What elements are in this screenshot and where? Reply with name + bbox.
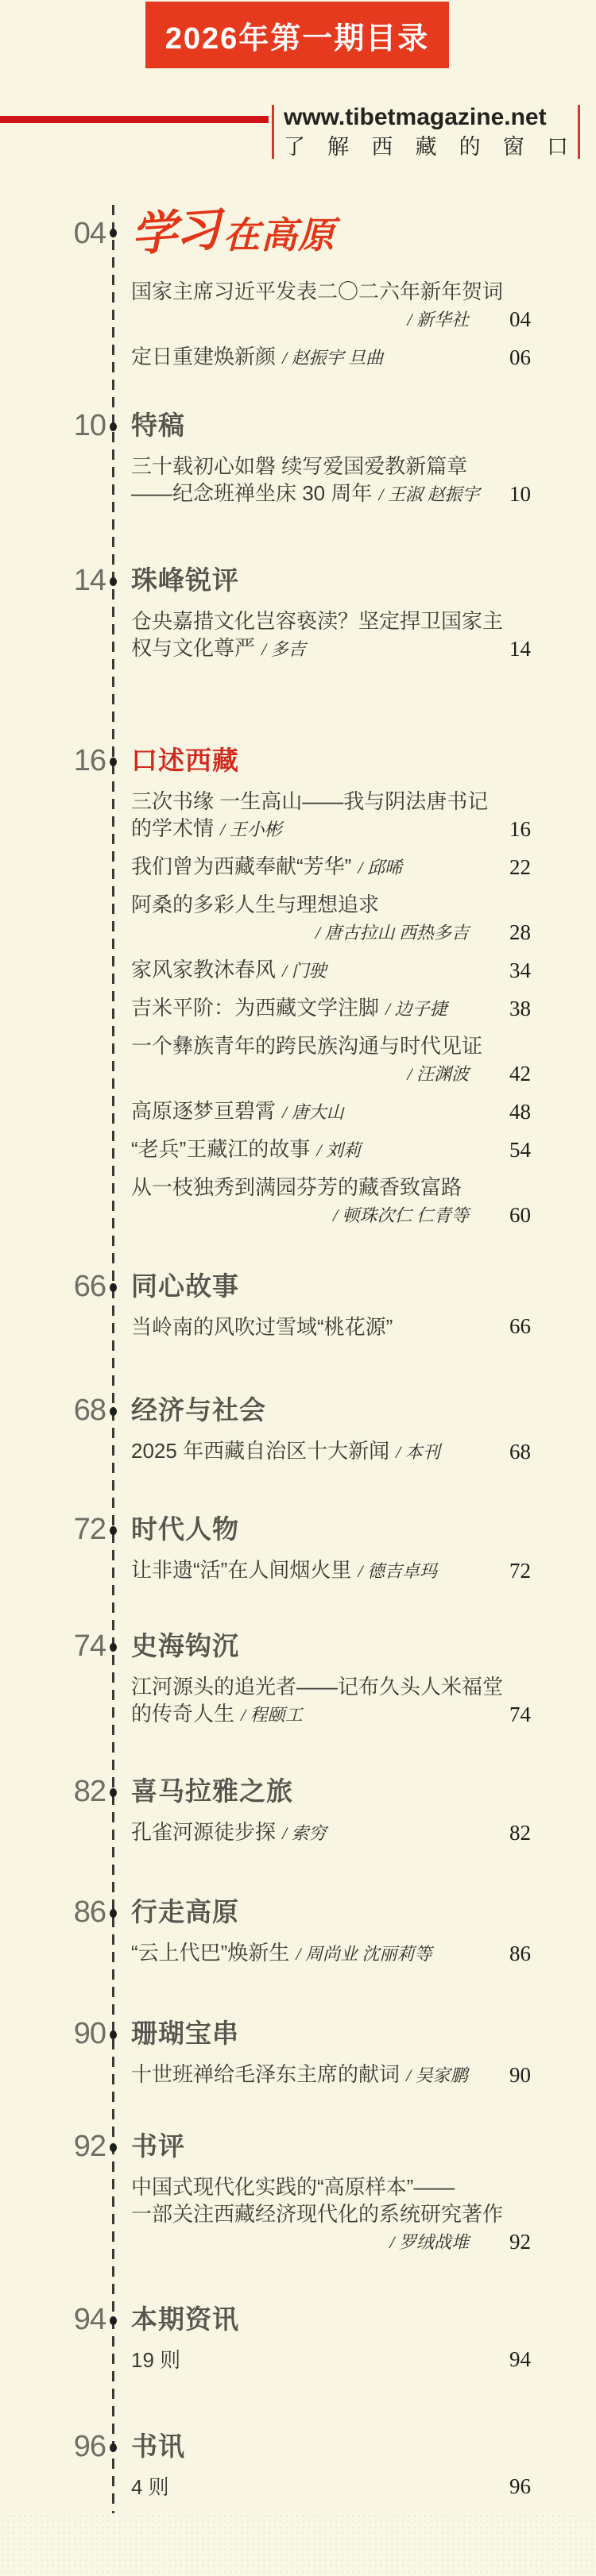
article-title-line: 江河源头的追光者——记布久头人米福堂 bbox=[131, 1675, 504, 1699]
section-title: 珊瑚宝串 bbox=[131, 2019, 239, 2048]
section-marker-dot bbox=[110, 2030, 117, 2039]
section-title: 珠峰锐评 bbox=[131, 565, 239, 595]
article-title-line: 定日重建焕新颜 / 赵振宇 旦曲 bbox=[131, 345, 384, 368]
toc-section bbox=[73, 1774, 531, 1857]
tagline-char: 解 bbox=[327, 135, 350, 159]
article-page-number: 54 bbox=[509, 1138, 531, 1162]
toc-section bbox=[73, 1895, 531, 1977]
section-marker-dot bbox=[110, 758, 117, 766]
section-articles bbox=[131, 2474, 531, 2501]
section-marker-dot bbox=[110, 1788, 117, 1797]
article-author: / 刘莉 bbox=[316, 1140, 361, 1160]
article-author-line bbox=[131, 305, 480, 334]
article-title-line: 孔雀河源徒步探 / 索穷 bbox=[131, 1820, 327, 1844]
toc-article bbox=[131, 1939, 531, 1968]
toc-section bbox=[73, 2129, 531, 2266]
toc-section bbox=[73, 203, 531, 381]
toc-article bbox=[131, 2347, 531, 2374]
article-author: / 德吉卓玛 bbox=[358, 1561, 437, 1581]
article-page-number: 92 bbox=[509, 2230, 531, 2254]
section-marker-dot bbox=[110, 577, 117, 586]
article-title-line: 一部关注西藏经济现代化的系统研究著作 bbox=[131, 2202, 504, 2226]
article-title-line: “云上代巴”焕新生 / 周尚业 沈丽莉等 bbox=[131, 1941, 432, 1965]
article-author: / 程颐工 bbox=[241, 1705, 303, 1725]
article-page-number: 82 bbox=[509, 1821, 531, 1845]
section-articles bbox=[131, 1818, 531, 1847]
section-articles bbox=[131, 1939, 531, 1968]
section-marker-dot bbox=[110, 1526, 117, 1535]
article-title-line: 家风家教沐春风 / 门驶 bbox=[131, 958, 327, 981]
issue-banner-title: 2026年第一期目录 bbox=[164, 21, 430, 56]
article-page-number: 38 bbox=[509, 997, 531, 1020]
section-articles bbox=[131, 1673, 531, 1729]
article-author-line bbox=[131, 2227, 480, 2256]
toc-article bbox=[131, 1818, 531, 1847]
halftone-texture bbox=[0, 2513, 596, 2576]
tagline-char: 的 bbox=[459, 135, 481, 159]
article-page-number: 86 bbox=[509, 1942, 531, 1965]
article-author: / 边子捷 bbox=[385, 999, 447, 1019]
section-marker-dot bbox=[110, 2443, 117, 2452]
section-articles bbox=[131, 1437, 531, 1466]
section-marker-dot bbox=[110, 2143, 117, 2152]
toc-section bbox=[73, 1629, 531, 1738]
red-divider-bar bbox=[578, 105, 580, 159]
article-title-line: 吉米平阶：为西藏文学注脚 / 边子捷 bbox=[131, 996, 447, 1020]
article-title-line: 19 则 bbox=[131, 2348, 181, 2372]
article-title-line: ——纪念班禅坐床 30 周年 / 王淑 赵振宇 bbox=[131, 481, 480, 505]
section-page-number: 82 bbox=[73, 1775, 106, 1808]
toc-article bbox=[131, 453, 531, 508]
article-author: / 罗绒战堆 bbox=[389, 2232, 469, 2252]
section-page-number: 04 bbox=[73, 217, 106, 250]
section-page-number: 16 bbox=[73, 744, 106, 777]
section-page-number: 96 bbox=[73, 2430, 106, 2463]
section-title: 时代人物 bbox=[131, 1514, 239, 1544]
article-author: / 周尚业 沈丽莉等 bbox=[296, 1944, 432, 1964]
article-title-line: 从一枝独秀到满园芬芳的藏香致富路 bbox=[131, 1175, 462, 1199]
article-page-number: 22 bbox=[509, 855, 531, 879]
article-title-line: 阿桑的多彩人生与理想追求 bbox=[131, 893, 380, 916]
article-author: / 赵振宇 旦曲 bbox=[282, 348, 384, 368]
article-title-line: 仓央嘉措文化岂容亵渎？坚定捍卫国家主 bbox=[131, 609, 504, 633]
article-page-number: 96 bbox=[509, 2474, 531, 2498]
tagline-char: 西 bbox=[371, 135, 393, 159]
section-articles bbox=[131, 788, 531, 1229]
section-title: 经济与社会 bbox=[131, 1395, 266, 1425]
toc-article bbox=[131, 1174, 531, 1229]
article-author: / 唐古拉山 西热多吉 bbox=[315, 923, 469, 943]
section-title: 书评 bbox=[131, 2131, 185, 2161]
section-page-number: 92 bbox=[73, 2130, 106, 2163]
section-page-number: 68 bbox=[73, 1394, 106, 1427]
section-articles bbox=[131, 278, 531, 372]
article-page-number: 14 bbox=[509, 637, 531, 661]
article-page-number: 68 bbox=[509, 1440, 531, 1463]
toc-article bbox=[131, 1097, 531, 1126]
section-articles bbox=[131, 453, 531, 508]
article-page-number: 16 bbox=[509, 817, 531, 841]
toc-article bbox=[131, 891, 531, 947]
section-logo-script: 学习 bbox=[129, 203, 221, 261]
section-title: 书讯 bbox=[131, 2431, 185, 2461]
toc-section bbox=[73, 1393, 531, 1475]
toc-article bbox=[131, 853, 531, 881]
section-title: 特稿 bbox=[131, 411, 185, 440]
section-page-number: 74 bbox=[73, 1629, 106, 1663]
article-page-number: 48 bbox=[509, 1100, 531, 1124]
section-marker-dot bbox=[110, 2316, 117, 2325]
toc-article bbox=[131, 788, 531, 843]
tagline-char: 了 bbox=[284, 135, 305, 159]
red-divider-bar bbox=[272, 105, 274, 159]
section-marker-dot bbox=[110, 422, 117, 431]
article-title-line: 的学术情 / 王小彬 bbox=[131, 816, 282, 840]
article-title-line: 我们曾为西藏奉献“芳华” / 邱晞 bbox=[131, 854, 402, 878]
article-title-line: 2025 年西藏自治区十大新闻 / 本刊 bbox=[131, 1439, 440, 1463]
section-title bbox=[129, 203, 531, 265]
toc-article bbox=[131, 1136, 531, 1164]
article-author: / 本刊 bbox=[396, 1442, 440, 1462]
section-title: 同心故事 bbox=[131, 1271, 239, 1301]
article-title-line: 让非遗“活”在人间烟火里 / 德吉卓玛 bbox=[131, 1558, 437, 1582]
section-articles bbox=[131, 2347, 531, 2374]
article-page-number: 74 bbox=[509, 1703, 531, 1726]
website-block bbox=[272, 105, 580, 159]
section-logo-rest: 在高原 bbox=[223, 214, 336, 256]
section-articles bbox=[131, 607, 531, 663]
section-title: 史海钩沉 bbox=[131, 1631, 239, 1660]
toc-article bbox=[131, 607, 531, 663]
toc-article bbox=[131, 2474, 531, 2501]
toc-article bbox=[131, 994, 531, 1023]
section-title: 喜马拉雅之旅 bbox=[131, 1776, 293, 1806]
article-author-line bbox=[131, 918, 480, 947]
article-page-number: 66 bbox=[509, 1314, 531, 1338]
website-tagline bbox=[284, 135, 568, 159]
toc-article bbox=[131, 2061, 531, 2089]
toc-article bbox=[131, 1313, 531, 1340]
section-page-number: 90 bbox=[73, 2017, 106, 2050]
article-author: / 索穷 bbox=[282, 1823, 327, 1843]
section-page-number: 94 bbox=[73, 2303, 106, 2336]
toc-section bbox=[73, 2016, 531, 2099]
toc-article bbox=[131, 1556, 531, 1585]
section-title: 本期资讯 bbox=[131, 2304, 239, 2334]
tagline-char: 藏 bbox=[415, 135, 437, 159]
tagline-char: 窗 bbox=[502, 135, 524, 159]
article-author-line bbox=[131, 1059, 480, 1088]
article-title-line: 十世班禅给毛泽东主席的献词 / 吴家鹏 bbox=[131, 2062, 468, 2086]
article-title-line: 当岭南的风吹过雪域“桃花源” bbox=[131, 1315, 393, 1339]
article-title-line: 权与文化尊严 / 多吉 bbox=[131, 636, 306, 660]
article-page-number: 28 bbox=[509, 920, 531, 944]
toc-section bbox=[73, 1269, 531, 1350]
section-page-number: 72 bbox=[73, 1513, 106, 1546]
section-page-number: 86 bbox=[73, 1895, 106, 1929]
article-title-line: 高原逐梦亘碧霄 / 唐大山 bbox=[131, 1099, 344, 1123]
section-articles bbox=[131, 2061, 531, 2089]
toc-section bbox=[73, 563, 531, 673]
article-page-number: 42 bbox=[509, 1062, 531, 1086]
toc-section bbox=[73, 2302, 531, 2383]
article-page-number: 90 bbox=[509, 2063, 531, 2087]
article-author: / 唐大山 bbox=[282, 1102, 344, 1122]
section-articles bbox=[131, 1313, 531, 1340]
section-page-number: 10 bbox=[73, 409, 106, 442]
toc-article bbox=[131, 1032, 531, 1088]
toc-section bbox=[73, 1512, 531, 1595]
section-articles bbox=[131, 2173, 531, 2256]
article-page-number: 34 bbox=[509, 958, 531, 982]
tagline-char: 口 bbox=[546, 135, 568, 159]
section-marker-dot bbox=[110, 229, 117, 237]
section-marker-dot bbox=[110, 1407, 117, 1416]
toc-article bbox=[131, 956, 531, 985]
section-title: 口述西藏 bbox=[131, 746, 239, 775]
toc-article bbox=[131, 2173, 531, 2256]
toc-section bbox=[73, 408, 531, 518]
article-title-line: 国家主席习近平发表二〇二六年新年贺词 bbox=[131, 280, 504, 303]
toc-article bbox=[131, 1437, 531, 1466]
article-author-line bbox=[131, 1201, 480, 1229]
article-page-number: 72 bbox=[509, 1559, 531, 1583]
article-title-line: “老兵”王藏江的故事 / 刘莉 bbox=[131, 1137, 361, 1161]
section-marker-dot bbox=[110, 1643, 117, 1652]
article-author: / 王淑 赵振宇 bbox=[378, 484, 480, 504]
article-page-number: 04 bbox=[509, 307, 531, 331]
article-title-line: 三次书缘 一生高山——我与阴法唐书记 bbox=[131, 789, 489, 813]
toc-article bbox=[131, 278, 531, 334]
article-author: / 门驶 bbox=[282, 961, 327, 981]
article-page-number: 60 bbox=[509, 1203, 531, 1227]
article-author: / 吴家鹏 bbox=[406, 2065, 468, 2085]
section-page-number: 14 bbox=[73, 564, 106, 597]
article-title-line: 的传奇人生 / 程颐工 bbox=[131, 1702, 303, 1726]
article-title-line: 4 则 bbox=[131, 2475, 169, 2499]
website-url[interactable]: www.tibetmagazine.net bbox=[284, 104, 547, 130]
article-title-line: 中国式现代化实践的“高原样本”—— bbox=[131, 2175, 455, 2199]
section-marker-dot bbox=[110, 1283, 117, 1292]
article-page-number: 06 bbox=[509, 345, 531, 369]
section-marker-dot bbox=[110, 1909, 117, 1918]
dashed-timeline bbox=[112, 205, 114, 2513]
article-author: / 汪渊波 bbox=[407, 1064, 469, 1084]
red-divider-rule bbox=[0, 116, 269, 123]
section-articles bbox=[131, 1556, 531, 1585]
article-title-line: 三十载初心如磐 续写爱国爱教新篇章 bbox=[131, 454, 468, 478]
article-author: / 王小彬 bbox=[220, 819, 282, 839]
toc-section bbox=[73, 2429, 531, 2510]
section-page-number: 66 bbox=[73, 1270, 106, 1303]
article-author: / 新华社 bbox=[407, 310, 469, 330]
article-author: / 多吉 bbox=[261, 639, 306, 659]
article-page-number: 10 bbox=[509, 482, 531, 506]
issue-banner bbox=[145, 2, 449, 68]
toc-article bbox=[131, 1673, 531, 1729]
article-page-number: 94 bbox=[509, 2347, 531, 2371]
article-author: / 顿珠次仁 仁青等 bbox=[332, 1205, 469, 1225]
toc-article bbox=[131, 343, 531, 372]
toc-section bbox=[73, 743, 531, 1239]
article-author: / 邱晞 bbox=[358, 858, 402, 877]
section-title: 行走高原 bbox=[131, 1897, 239, 1926]
article-title-line: 一个彝族青年的跨民族沟通与时代见证 bbox=[131, 1034, 483, 1058]
